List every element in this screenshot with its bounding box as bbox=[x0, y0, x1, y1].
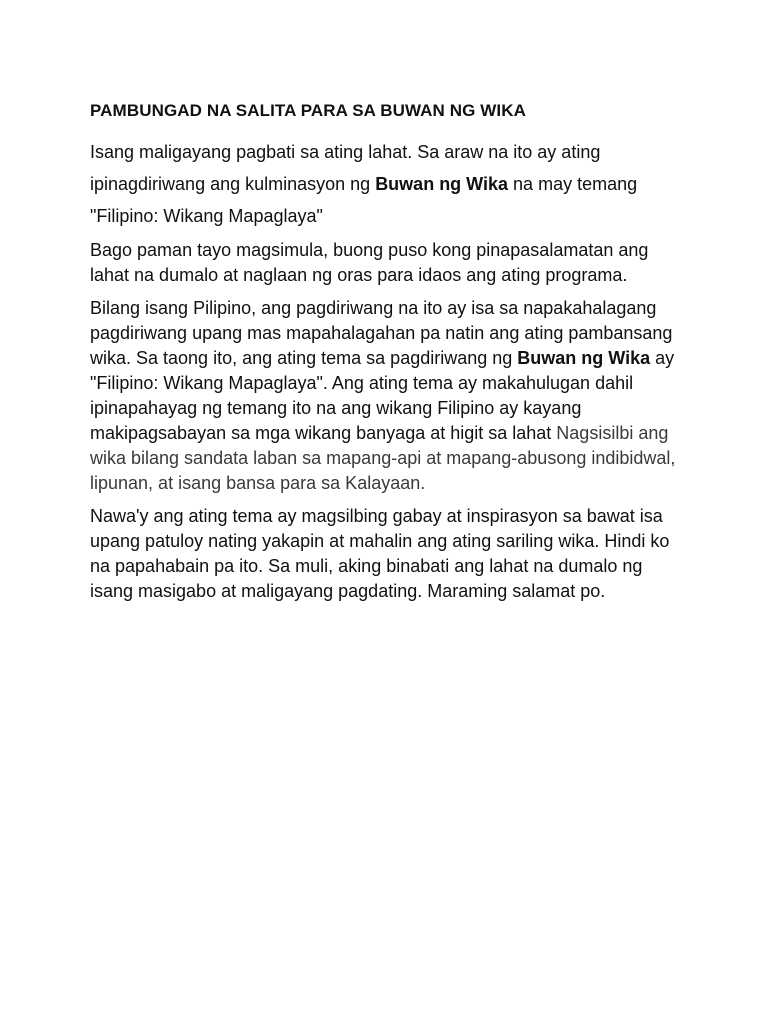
paragraph-greeting-theme: na may temang "Filipino: Wikang Mapaglaya" bbox=[90, 174, 638, 226]
paragraph-theme-sandata: Nagsisilbi ang wika bilang sandata laban sa mapang-api at mapang-abusong indibidwal, lipunan, at isang bansa para sa Kalayaan. bbox=[90, 423, 676, 493]
paragraph-greeting bbox=[90, 136, 690, 232]
bold-buwan-ng-wika-2: Buwan ng Wika bbox=[517, 348, 651, 368]
bold-buwan-ng-wika: Buwan ng Wika bbox=[375, 174, 509, 194]
paragraph-theme bbox=[90, 296, 690, 496]
document-title: PAMBUNGAD NA SALITA PARA SA BUWAN NG WIKA bbox=[90, 101, 526, 120]
paragraph-greeting-text: Isang maligayang pagbati sa ating lahat. Sa araw na ito ay ating ipinagdiriwang ang kulminasyon ng bbox=[90, 142, 601, 194]
paragraph-thanks: Bago paman tayo magsimula, buong puso kong pinapasalamatan ang lahat na dumalo at naglaan ng oras para idaos ang ating programa. bbox=[90, 240, 649, 285]
document-page bbox=[90, 98, 690, 612]
paragraph-theme-meaning: ay "Filipino: Wikang Mapaglaya". Ang ating tema ay makahulugan dahil ipinapahayag ng temang ito na ang wikang Filipino ay kayang makipagsabayan sa mga wikang banyaga at higit sa lahat bbox=[90, 348, 675, 443]
paragraph-theme-text: Bilang isang Pilipino, ang pagdiriwang na ito ay isa sa napakahalagang pagdiriwang upang mas mapahalagahan pa natin ang ating pambansang wika. Sa taong ito, ang ating tema sa pagdiriwang ng bbox=[90, 298, 673, 368]
paragraph-closing: Nawa'y ang ating tema ay magsilbing gabay at inspirasyon sa bawat isa upang patuloy nating yakapin at mahalin ang ating sariling wika. Hindi ko na papahabain pa ito. Sa muli, aking binabati ang lahat na dumalo ng isang masigabo at maligayang pagdating. Maraming salamat po. bbox=[90, 506, 670, 601]
